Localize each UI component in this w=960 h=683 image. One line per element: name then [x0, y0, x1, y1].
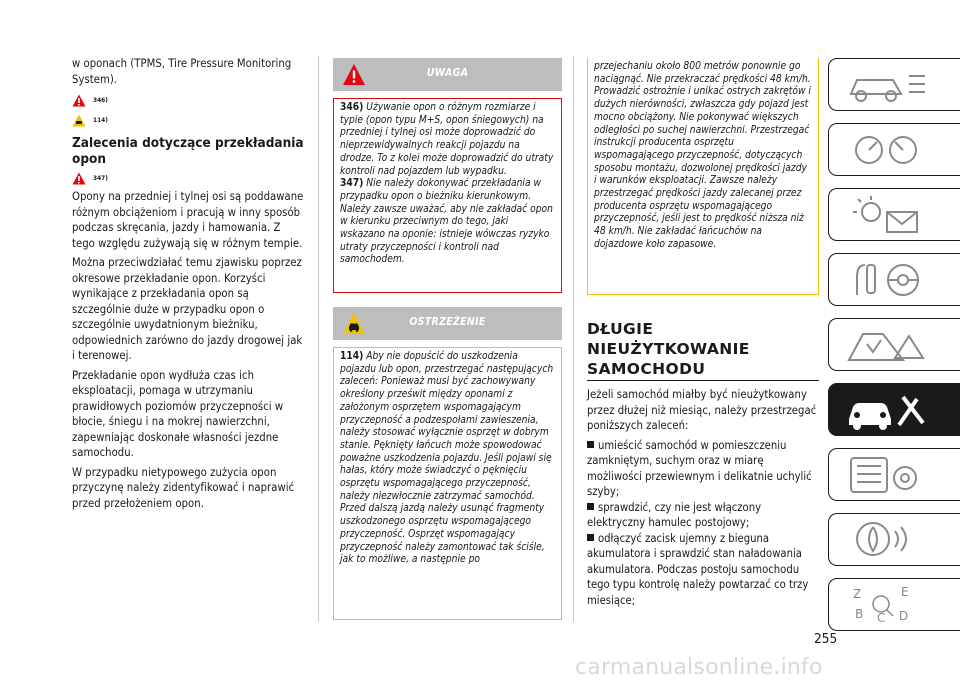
tab-starting-driving[interactable] — [828, 253, 960, 306]
paragraph: Opony na przedniej i tylnej osi są poddawane różnym obciążeniom i pracują w inny sposób podczas skręcania, jazdy i hamowania. Z tego względu zużywają się w różnym tempie. — [72, 190, 304, 250]
safety-icon — [843, 194, 933, 236]
section-heading: Zalecenia dotyczące przekładania opon — [72, 135, 304, 167]
dashboard-lights-icon — [843, 129, 933, 171]
column-divider — [573, 56, 574, 622]
watermark: carmanualsonline.info — [575, 655, 823, 680]
heading-rule — [587, 380, 819, 381]
page-number: 255 — [814, 631, 838, 647]
tab-emergency[interactable] — [828, 318, 960, 371]
tab-servicing[interactable] — [828, 383, 960, 436]
caution-box — [333, 347, 562, 620]
car-caution-icon — [72, 114, 86, 127]
heading-line: DŁUGIE — [587, 320, 654, 338]
warning-reference[interactable] — [72, 169, 304, 187]
tab-dashboard-lights[interactable] — [828, 123, 960, 176]
paragraph: Przekładanie opon wydłuża czas ich eksploatacji, pomaga w utrzymaniu prawidłowych poziomów przyczepności w błocie, śniegu i na mokrej nawierzchni, zapewniając doskonałe własności jezdne samochodu. — [72, 368, 284, 459]
column-3 — [587, 58, 819, 608]
column-divider — [318, 56, 319, 622]
car-info-icon — [843, 64, 933, 106]
caution-reference[interactable] — [72, 111, 304, 129]
paragraph: Można przeciwdziałać temu zjawisku poprzez okresowe przekładanie opon. Korzyści wynikające z przekładania opon są szczególnie duże w przypadku opon o szczególnie uwydatnionym bieżniku, odpowiednich zarówno do jazdy drogowej jak i terenowej. — [72, 256, 303, 362]
warning-box — [333, 98, 562, 293]
svg-text:C: C — [877, 611, 886, 625]
index-icon — [843, 584, 933, 626]
warning-reference[interactable] — [72, 91, 304, 109]
warning-note — [340, 102, 555, 178]
section-heading — [587, 319, 819, 379]
starting-driving-icon — [843, 259, 933, 301]
caution-note — [340, 351, 555, 567]
note-number: 347) — [340, 178, 364, 190]
note-text: Nie należy dokonywać przekładania w przypadku opon o bieżniku kierunkowym. Należy zawsze uważać, aby nie zakładać opon w kierunku przeciwnym do tego, jaki wskazano na oponie: istnieje wówczas ryzyko utraty przyczepności i kontroli nad samochodem. — [340, 178, 553, 266]
svg-text:B: B — [855, 607, 864, 621]
caution-note-continued: przejechaniu około 800 metrów ponownie go naciągnąć. Nie przekraczać prędkości 48 km/h. Prowadzić ostrożnie i unikać ostrych zakrętów i dużych nierówności, zwłaszcza gdy pojazd jest mocno obciążony. Nie pokonywać większych odległości po suchej nawierzchni. Przestrzegać instrukcji producenta osprzętu wspomagającego przyczepność, dotyczących sposobu montażu, dozwolonej prędkości jazdy i warunków eksploatacji. Zawsze należy przestrzegać prędkości jazdy zalecanej przez producenta osprzętu wspomagającego przyczepność, jeśli jest to prędkość niższa niż 48 km/h. Nie zakładać łańcuchów na dojazdowe koło zapasowe. — [594, 61, 811, 250]
reference-number: 346) — [93, 96, 108, 104]
tab-technical-data[interactable] — [828, 448, 960, 501]
tab-multimedia[interactable] — [828, 513, 960, 566]
paragraph: W przypadku nietypowego zużycia opon przyczynę należy zidentyfikować i naprawić przed przełożeniem opon. — [72, 465, 295, 510]
tab-index[interactable] — [828, 578, 960, 631]
heading-line: SAMOCHODU — [587, 360, 706, 378]
column-2 — [333, 58, 562, 620]
note-number: 346) — [340, 102, 364, 113]
servicing-icon — [843, 389, 933, 431]
note-text: Używanie opon o różnym rozmiarze i typie (opon typu M+S, opon śniegowych) na przedniej i tylnej osi może doprowadzić do nieprzewidywalnych reakcji pojazdu na drodze. To z kolei może doprowadzić do utraty kontroli nad pojazdem lub wypadku. — [340, 102, 554, 177]
reference-number: 114) — [93, 116, 108, 124]
svg-text:E: E — [901, 585, 909, 599]
bullet-icon — [587, 441, 594, 448]
svg-text:Z: Z — [853, 587, 862, 601]
bullet-item: sprawdzić, czy nie jest włączony elektryczny hamulec postojowy; — [587, 500, 762, 529]
bullet-item: umieścić samochód w pomieszczeniu zamkniętym, suchym oraz w miarę możliwości przewiewnym i delikatnie uchylić szyby; — [587, 438, 812, 498]
bullet-icon — [587, 534, 594, 541]
warning-triangle-icon — [72, 94, 86, 107]
paragraph: Jeżeli samochód miałby być nieużytkowany przez dłużej niż miesiąc, należy przestrzegać poniższych zaleceń: — [587, 388, 817, 432]
warning-banner — [333, 58, 562, 91]
banner-title: OSTRZEŻENIE — [409, 316, 486, 328]
bullet-icon — [587, 503, 594, 510]
emergency-icon — [843, 324, 933, 366]
column-1 — [72, 56, 304, 515]
heading-line: NIEUŻYTKOWANIE — [587, 340, 750, 358]
svg-text:D: D — [899, 609, 909, 623]
tab-safety[interactable] — [828, 188, 960, 241]
caution-banner — [333, 307, 562, 340]
reference-number: 347) — [93, 174, 108, 182]
note-text: Aby nie dopuścić do uszkodzenia pojazdu lub opon, przestrzegać następujących zaleceń: Ponieważ musi być zachowywany określony prześwit między oponami z założonym osprzętem wspomagającym przyczepność a podzespołami zawieszenia, należy stosować wyłącznie osprzęt w dobrym stanie. Pęknięty łańcuch może spowodować poważne uszkodzenia pojazdu. Jeśli pojawi się hałas, który może świadczyć o pęknięciu osprzętu wspomagającego przyczepność, należy niezwłocznie zatrzymać samochód. Przed dalszą jazdą należy usunąć fragmenty uszkodzonego osprzętu wspomagającego przyczepność. Osprzęt wspomagający przyczepność należy zamontować tak ściśle, jak to możliwe, a następnie po — [340, 351, 554, 566]
caution-box-continued — [587, 58, 819, 295]
warning-triangle-icon — [72, 172, 86, 185]
technical-data-icon — [843, 454, 933, 496]
paragraph: w oponach (TPMS, Tire Pressure Monitoring System). — [72, 57, 292, 86]
tab-car-info[interactable] — [828, 58, 960, 111]
bullet-item: odłączyć zacisk ujemny z bieguna akumulatora i sprawdzić stan naładowania akumulatora. Podczas postoju samochodu tego typu kontrolę należy powtarzać co trzy miesiące; — [587, 531, 809, 607]
note-number: 114) — [340, 351, 364, 362]
banner-title: UWAGA — [426, 67, 469, 79]
multimedia-icon — [843, 519, 933, 561]
warning-note — [340, 178, 555, 267]
